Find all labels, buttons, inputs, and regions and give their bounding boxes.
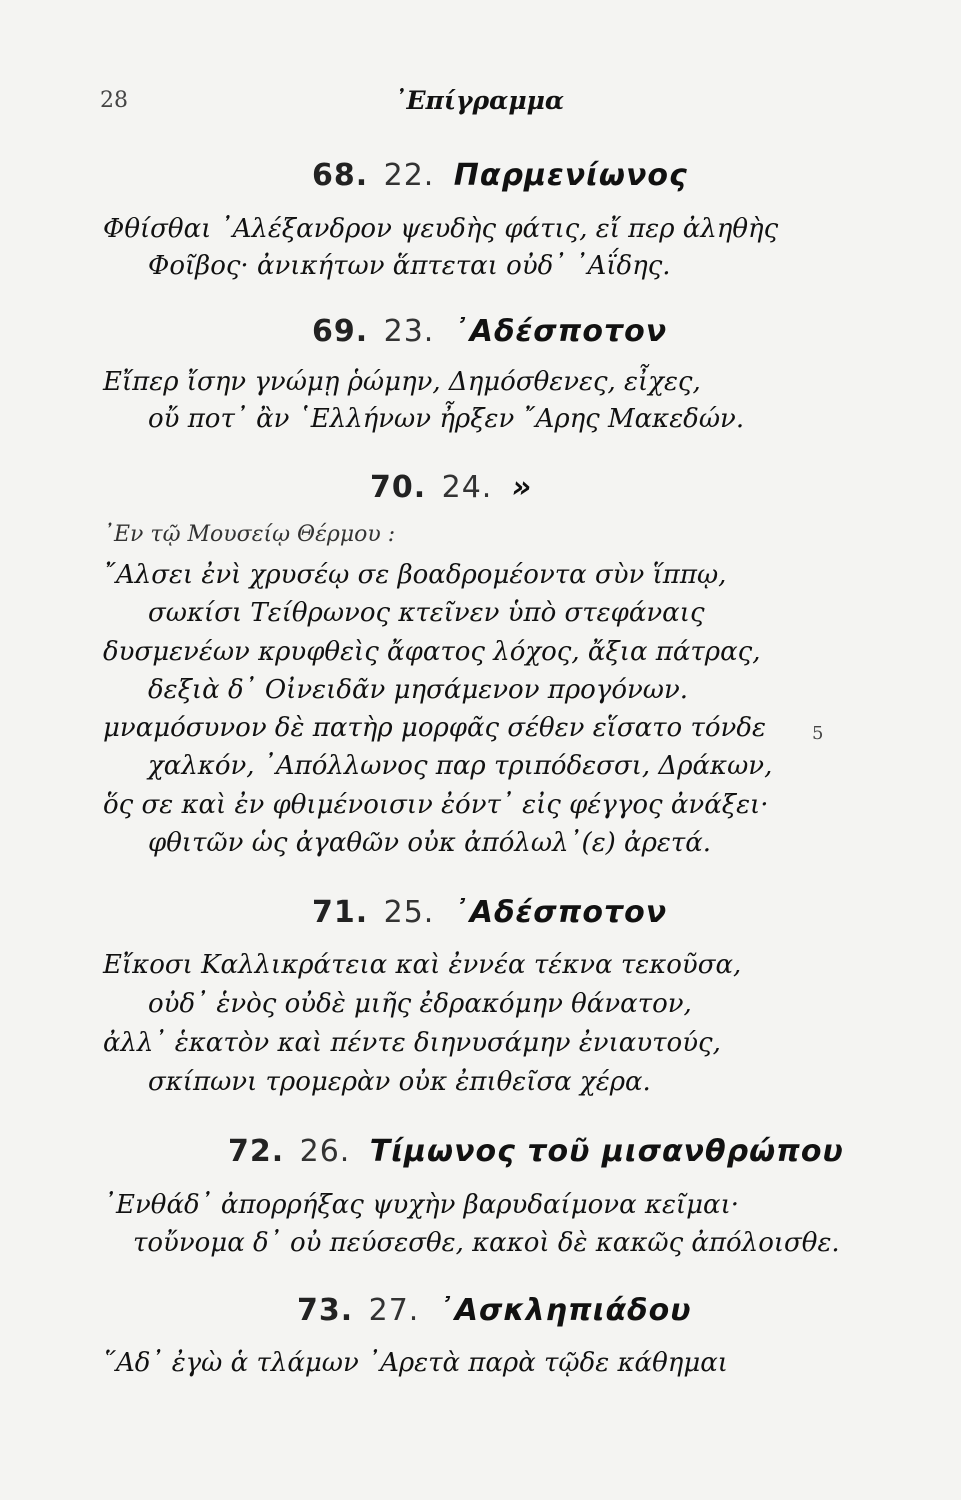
poem-subnumber: 27. [368, 1293, 420, 1328]
poem-subnumber: 23. [383, 314, 435, 349]
verse-line: ὅς σε καὶ ἐν φθιμένοισιν ἐόντ᾿ εἰς φέγγος ἀνάξει· [103, 790, 769, 820]
verse-line: φθιτῶν ὡς ἀγαθῶν οὐκ ἀπόλωλ᾿(ε) ἀρετά. [148, 828, 712, 858]
page-number: 28 [100, 88, 128, 113]
verse-line: ᾿Ενθάδ᾿ ἀπορρήξας ψυχὴν βαρυδαίμονα κεῖμαι· [103, 1190, 740, 1220]
poem-heading-70 [370, 470, 532, 505]
poem-subnumber: 24. [441, 470, 493, 505]
poem-subnumber: 26. [299, 1134, 351, 1169]
margin-line-number: 5 [812, 723, 824, 744]
poem-heading-68 [312, 158, 688, 193]
verse-line: ῎Αλσει ἐνὶ χρυσέῳ σε βοαδρομέοντα σὺν ἵππῳ, [103, 560, 727, 590]
poem-number: 70. [370, 470, 427, 505]
poem-author: Τίμωνος τοῦ μισανθρώπου [369, 1134, 844, 1169]
poem-subnumber: 25. [383, 895, 435, 930]
verse-line: ἀλλ᾿ ἑκατὸν καὶ πέντε διηνυσάμην ἐνιαυτούς, [103, 1028, 721, 1058]
verse-line: Φοῖβος· ἀνικήτων ἅπτεται οὐδ᾿ ᾿Αΐδης. [148, 251, 671, 281]
verse-line: χαλκόν, ᾿Απόλλωνος παρ τριπόδεσσι, Δράκων, [148, 751, 773, 781]
poem-heading-72 [228, 1134, 844, 1169]
poem-author: Παρμενίωνος [453, 158, 688, 193]
verse-line: οὐδ᾿ ἑνὸς οὐδὲ μιῆς ἐδρακόμην θάνατον, [148, 989, 692, 1019]
poem-number: 72. [228, 1134, 285, 1169]
poem-intro: ᾿Εν τῷ Μουσείῳ Θέρμου : [103, 522, 396, 547]
poem-subnumber: 22. [383, 158, 435, 193]
verse-line: οὔ ποτ᾿ ἂν ῾Ελλήνων ἦρξεν ῎Αρης Μακεδών. [148, 404, 745, 434]
poem-number: 71. [312, 895, 369, 930]
poem-author: ᾿Ασκληπιάδου [438, 1293, 692, 1328]
verse-line: τοὔνομα δ᾿ οὐ πεύσεσθε, κακοὶ δὲ κακῶς ἀπόλοισθε. [133, 1228, 840, 1258]
verse-line: Εἴπερ ἴσην γνώμῃ ῥώμην, Δημόσθενες, εἶχες, [103, 367, 701, 397]
poem-author: ᾿Αδέσποτον [453, 895, 668, 930]
poem-heading-71 [312, 895, 667, 930]
running-title: ᾿Επίγραμμα [394, 86, 565, 115]
verse-line: ῞Αδ᾿ ἐγὼ ἁ τλάμων ᾿Αρετὰ παρὰ τῷδε κάθημαι [103, 1348, 728, 1378]
verse-line: μναμόσυνον δὲ πατὴρ μορφᾶς σέθεν εἵσατο τόνδε [103, 713, 766, 743]
verse-line: σωκίσι Τείθρωνος κτεῖνεν ὑπὸ στεφάναις [148, 598, 705, 628]
verse-line: δυσμενέων κρυφθεὶς ἄφατος λόχος, ἄξια πάτρας, [103, 637, 761, 667]
poem-heading-69 [312, 314, 667, 349]
poem-author: ᾿Αδέσποτον [453, 314, 668, 349]
poem-heading-73 [297, 1293, 692, 1328]
poem-number: 68. [312, 158, 369, 193]
poem-number: 73. [297, 1293, 354, 1328]
verse-line: Εἴκοσι Καλλικράτεια καὶ ἐννέα τέκνα τεκοῦσα, [103, 950, 742, 980]
poem-author: » [511, 470, 533, 505]
poem-number: 69. [312, 314, 369, 349]
verse-line: Φθίσθαι ᾿Αλέξανδρον ψευδὴς φάτις, εἴ περ ἀληθὴς [103, 214, 779, 244]
verse-line: σκίπωνι τρομερὰν οὐκ ἐπιθεῖσα χέρα. [148, 1067, 651, 1097]
verse-line: δεξιὰ δ᾿ Οἰνειδᾶν μησάμενον προγόνων. [148, 675, 689, 705]
